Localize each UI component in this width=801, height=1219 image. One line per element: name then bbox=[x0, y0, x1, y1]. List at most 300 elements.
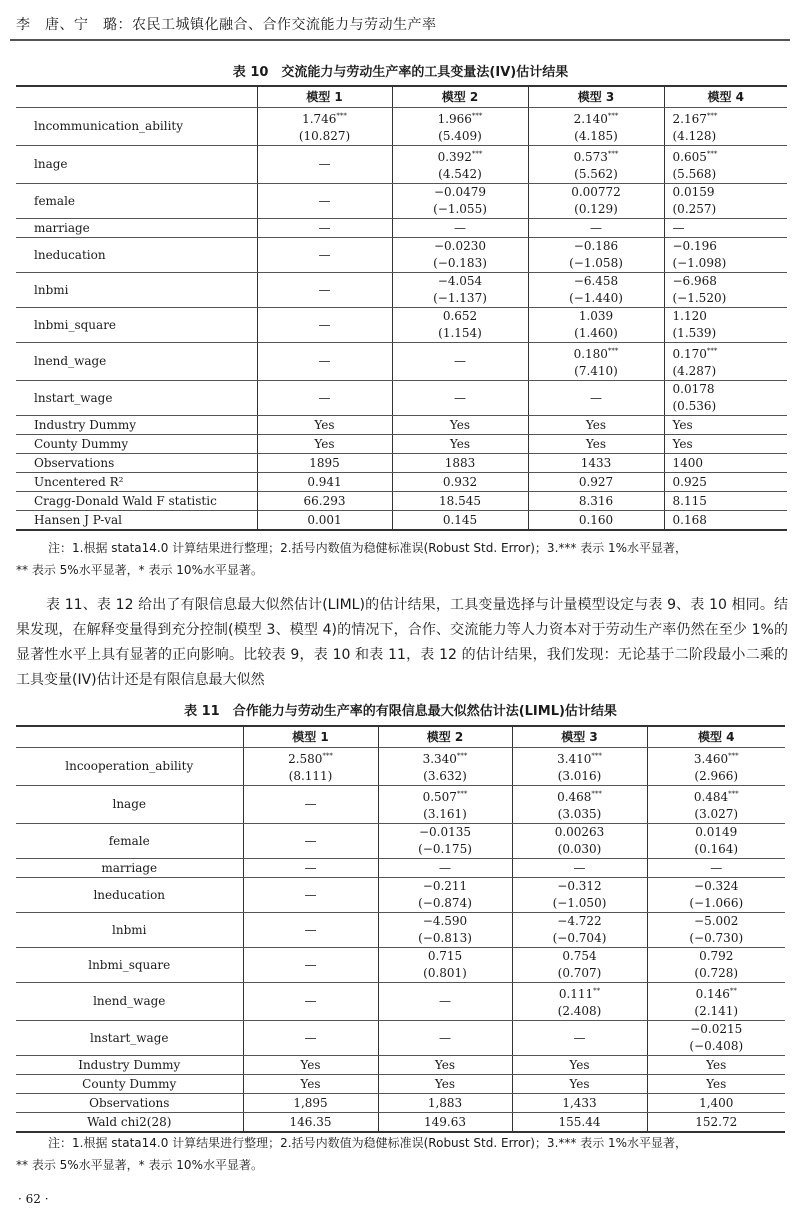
coefficient: 146.35 bbox=[289, 1114, 332, 1129]
row-label: Hansen J P-val bbox=[16, 511, 257, 531]
cell-model-1 bbox=[257, 416, 392, 435]
cell-model-4 bbox=[664, 308, 787, 343]
cell-model-2 bbox=[378, 983, 512, 1021]
t-statistic: (−0.183) bbox=[433, 256, 487, 270]
coefficient: 149.63 bbox=[424, 1114, 466, 1129]
t-statistic: (5.409) bbox=[438, 129, 482, 143]
cell-model-3 bbox=[512, 913, 647, 948]
coefficient: — bbox=[318, 282, 331, 297]
cell-model-1 bbox=[243, 748, 378, 786]
row-label: lnend_wage bbox=[16, 983, 243, 1021]
coefficient: −4.590 bbox=[422, 914, 468, 928]
coefficient: — bbox=[573, 1030, 586, 1045]
cell-model-2 bbox=[392, 273, 528, 308]
row-label: marriage bbox=[16, 859, 243, 878]
header-model-2: 模型 2 bbox=[392, 86, 528, 108]
table-row bbox=[16, 859, 785, 878]
cell-model-2 bbox=[378, 1021, 512, 1056]
cell-model-1 bbox=[243, 1113, 378, 1133]
t-statistic: (3.035) bbox=[557, 807, 602, 821]
cell-model-2 bbox=[378, 786, 512, 824]
coefficient: 0.146** bbox=[695, 987, 737, 1001]
row-label: lnbmi bbox=[16, 273, 257, 308]
t-statistic: (3.632) bbox=[423, 769, 467, 783]
table-row bbox=[16, 435, 787, 454]
cell-model-3 bbox=[528, 146, 664, 184]
table11-header-row bbox=[16, 726, 785, 748]
table-row bbox=[16, 1113, 785, 1133]
significance-stars: *** bbox=[607, 347, 619, 355]
row-label: lnage bbox=[16, 786, 243, 824]
coefficient: 3.460*** bbox=[693, 752, 739, 766]
cell-model-3 bbox=[528, 308, 664, 343]
cell-model-1 bbox=[257, 238, 392, 273]
coefficient: Yes bbox=[300, 1057, 321, 1072]
t-statistic: (−1.520) bbox=[672, 291, 727, 305]
row-label: lnend_wage bbox=[16, 343, 257, 381]
significance-stars: *** bbox=[456, 752, 468, 760]
header-model-3: 模型 3 bbox=[512, 726, 647, 748]
cell-model-3 bbox=[528, 219, 664, 238]
significance-stars: *** bbox=[607, 150, 619, 158]
t-statistic: (−1.098) bbox=[672, 256, 727, 270]
header-rule bbox=[10, 39, 790, 41]
t-statistic: (7.410) bbox=[574, 364, 618, 378]
header-model-3: 模型 3 bbox=[528, 86, 664, 108]
coefficient: −0.211 bbox=[422, 879, 468, 893]
significance-stars: ** bbox=[593, 987, 601, 995]
table10 bbox=[16, 85, 787, 531]
row-label: lneducation bbox=[16, 238, 257, 273]
header-model-4: 模型 4 bbox=[647, 726, 785, 748]
coefficient: — bbox=[318, 390, 331, 405]
table-row bbox=[16, 238, 787, 273]
coefficient: 8.316 bbox=[578, 493, 614, 508]
coefficient: Yes bbox=[314, 436, 335, 451]
cell-model-2 bbox=[392, 473, 528, 492]
coefficient: 3.410*** bbox=[557, 752, 602, 766]
coefficient: −6.968 bbox=[672, 274, 717, 288]
cell-model-2 bbox=[378, 878, 512, 913]
significance-stars: *** bbox=[471, 112, 483, 120]
table11-caption: 表 11 合作能力与劳动生产率的有限信息最大似然估计法(LIML)估计结果 bbox=[184, 704, 617, 719]
row-label: lnbmi bbox=[16, 913, 243, 948]
coefficient: 152.72 bbox=[695, 1114, 738, 1129]
coefficient: — bbox=[304, 957, 317, 972]
cell-model-3 bbox=[528, 435, 664, 454]
coefficient: — bbox=[304, 922, 317, 937]
coefficient: 1895 bbox=[309, 455, 340, 470]
cell-model-4 bbox=[664, 511, 787, 531]
coefficient: 0.160 bbox=[578, 512, 614, 527]
header-model-1: 模型 1 bbox=[243, 726, 378, 748]
cell-model-3 bbox=[512, 748, 647, 786]
coefficient: 1433 bbox=[580, 455, 612, 470]
table11 bbox=[16, 725, 785, 1133]
cell-model-4 bbox=[647, 1075, 785, 1094]
header-model-2: 模型 2 bbox=[378, 726, 512, 748]
coefficient: 3.340*** bbox=[422, 752, 468, 766]
cell-model-3 bbox=[528, 238, 664, 273]
coefficient: — bbox=[318, 220, 331, 235]
coefficient: −4.054 bbox=[437, 274, 483, 288]
cell-model-2 bbox=[392, 381, 528, 416]
coefficient: 0.507*** bbox=[422, 790, 468, 804]
row-label: lnstart_wage bbox=[16, 381, 257, 416]
coefficient: 0.168 bbox=[672, 512, 707, 527]
cell-model-3 bbox=[512, 878, 647, 913]
row-label: female bbox=[16, 184, 257, 219]
cell-model-4 bbox=[647, 824, 785, 859]
coefficient: 0.00263 bbox=[554, 825, 605, 839]
t-statistic: (1.539) bbox=[672, 326, 717, 340]
coefficient: 0.792 bbox=[699, 949, 734, 963]
cell-model-2 bbox=[392, 511, 528, 531]
coefficient: 0.468*** bbox=[557, 790, 602, 804]
row-label: lnbmi_square bbox=[16, 948, 243, 983]
cell-model-3 bbox=[512, 859, 647, 878]
table-row bbox=[16, 824, 785, 859]
significance-stars: *** bbox=[336, 112, 347, 120]
coefficient: −0.0215 bbox=[690, 1022, 743, 1036]
cell-model-1 bbox=[257, 381, 392, 416]
cell-model-3 bbox=[528, 381, 664, 416]
t-statistic: (0.707) bbox=[557, 966, 602, 980]
cell-model-1 bbox=[257, 473, 392, 492]
cell-model-1 bbox=[243, 913, 378, 948]
coefficient: — bbox=[318, 157, 331, 171]
table-row bbox=[16, 492, 787, 511]
coefficient: — bbox=[318, 193, 331, 208]
cell-model-4 bbox=[647, 748, 785, 786]
coefficient: — bbox=[439, 1030, 451, 1045]
coefficient: 2.167*** bbox=[672, 112, 718, 126]
significance-stars: ** bbox=[729, 987, 737, 995]
cell-model-3 bbox=[528, 492, 664, 511]
row-label: lncooperation_ability bbox=[16, 748, 243, 786]
t-statistic: (2.966) bbox=[694, 769, 739, 783]
row-label: lnage bbox=[16, 146, 257, 184]
coefficient: 0.0149 bbox=[695, 825, 738, 839]
row-label: Observations bbox=[16, 454, 257, 473]
coefficient: — bbox=[304, 860, 317, 875]
cell-model-3 bbox=[512, 1094, 647, 1113]
coefficient: 1883 bbox=[444, 455, 476, 470]
cell-model-1 bbox=[257, 108, 392, 146]
coefficient: Yes bbox=[672, 436, 693, 451]
t-statistic: (−0.175) bbox=[418, 842, 472, 856]
table-row bbox=[16, 1056, 785, 1075]
cell-model-2 bbox=[392, 238, 528, 273]
cell-model-1 bbox=[243, 1075, 378, 1094]
t-statistic: (−0.730) bbox=[689, 931, 744, 945]
coefficient: Yes bbox=[300, 1076, 321, 1091]
t-statistic: (4.128) bbox=[672, 129, 717, 143]
cell-model-2 bbox=[378, 1094, 512, 1113]
cell-model-3 bbox=[512, 983, 647, 1021]
cell-model-1 bbox=[257, 343, 392, 381]
coefficient: — bbox=[454, 390, 466, 405]
coefficient: — bbox=[439, 994, 451, 1008]
page-number: · 62 · bbox=[18, 1192, 49, 1206]
t-statistic: (−0.874) bbox=[418, 896, 472, 910]
coefficient: — bbox=[672, 220, 685, 235]
cell-model-2 bbox=[378, 824, 512, 859]
cell-model-1 bbox=[243, 859, 378, 878]
cell-model-3 bbox=[528, 108, 664, 146]
coefficient: — bbox=[710, 860, 723, 875]
t-statistic: (4.542) bbox=[438, 167, 482, 181]
cell-model-4 bbox=[647, 948, 785, 983]
coefficient: 1.966*** bbox=[437, 112, 483, 126]
table-row bbox=[16, 381, 787, 416]
coefficient: 2.140*** bbox=[573, 112, 619, 126]
coefficient: 0.932 bbox=[442, 474, 478, 489]
row-label: Industry Dummy bbox=[16, 416, 257, 435]
cell-model-1 bbox=[243, 1021, 378, 1056]
t-statistic: (0.801) bbox=[423, 966, 467, 980]
cell-model-4 bbox=[647, 983, 785, 1021]
header-blank bbox=[16, 86, 257, 108]
cell-model-2 bbox=[392, 146, 528, 184]
cell-model-4 bbox=[647, 1021, 785, 1056]
cell-model-2 bbox=[392, 454, 528, 473]
coefficient: 1,895 bbox=[293, 1095, 328, 1110]
cell-model-1 bbox=[243, 1094, 378, 1113]
cell-model-2 bbox=[392, 343, 528, 381]
cell-model-4 bbox=[647, 1094, 785, 1113]
cell-model-4 bbox=[664, 473, 787, 492]
significance-stars: *** bbox=[706, 347, 718, 355]
t-statistic: (−1.055) bbox=[433, 202, 487, 216]
cell-model-3 bbox=[512, 786, 647, 824]
coefficient: — bbox=[454, 354, 466, 368]
t-statistic: (−1.058) bbox=[569, 256, 623, 270]
cell-model-4 bbox=[664, 343, 787, 381]
table-row bbox=[16, 273, 787, 308]
coefficient: Yes bbox=[706, 1057, 727, 1072]
cell-model-4 bbox=[664, 492, 787, 511]
cell-model-3 bbox=[528, 343, 664, 381]
coefficient: — bbox=[304, 1030, 317, 1045]
t-statistic: (−0.408) bbox=[689, 1039, 744, 1053]
body-paragraph: 表 11、表 12 给出了有限信息最大似然估计(LIML)的估计结果，工具变量选择与计量模型设定与表 9、表 10 相同。结果发现，在解释变量得到充分控制(模型 3、模型 4)的情况下，合作、交流能力等人力资本对于劳动生产率仍然在至少 1%的显著性水平上具有显著的正向影响。比较表 9，表 10 和表 11，表 12 的估计结果，我们发现：无论基于二阶段最小二乘的工具变量(IV)估计还是有限信息最大似然 bbox=[16, 597, 788, 688]
significance-stars: *** bbox=[456, 790, 468, 798]
table-row bbox=[16, 108, 787, 146]
significance-stars: *** bbox=[706, 150, 718, 158]
coefficient: 1.746*** bbox=[302, 112, 347, 126]
coefficient: — bbox=[573, 860, 586, 875]
coefficient: Yes bbox=[314, 417, 335, 432]
cell-model-1 bbox=[257, 146, 392, 184]
coefficient: −4.722 bbox=[557, 914, 602, 928]
coefficient: 1.120 bbox=[672, 309, 707, 323]
cell-model-3 bbox=[512, 1021, 647, 1056]
cell-model-2 bbox=[392, 492, 528, 511]
coefficient: 0.754 bbox=[562, 949, 597, 963]
coefficient: 0.111** bbox=[558, 987, 601, 1001]
table11-note bbox=[16, 1132, 786, 1176]
coefficient: 0.00772 bbox=[571, 185, 621, 199]
significance-stars: *** bbox=[706, 112, 718, 120]
coefficient: 0.001 bbox=[307, 512, 342, 527]
coefficient: −0.196 bbox=[672, 239, 717, 253]
t-statistic: (−1.440) bbox=[569, 291, 623, 305]
cell-model-3 bbox=[528, 473, 664, 492]
coefficient: 18.545 bbox=[439, 493, 481, 508]
header-model-4: 模型 4 bbox=[664, 86, 787, 108]
cell-model-3 bbox=[512, 1113, 647, 1133]
coefficient: Yes bbox=[449, 417, 471, 432]
cell-model-2 bbox=[392, 416, 528, 435]
coefficient: — bbox=[318, 317, 331, 332]
row-label: County Dummy bbox=[16, 1075, 243, 1094]
coefficient: 0.927 bbox=[578, 474, 614, 489]
coefficient: — bbox=[318, 354, 331, 368]
cell-model-1 bbox=[257, 511, 392, 531]
t-statistic: (2.141) bbox=[694, 1004, 739, 1018]
coefficient: — bbox=[439, 860, 451, 875]
cell-model-1 bbox=[243, 878, 378, 913]
cell-model-1 bbox=[243, 786, 378, 824]
t-statistic: (−1.066) bbox=[689, 896, 744, 910]
coefficient: Yes bbox=[706, 1076, 727, 1091]
cell-model-4 bbox=[664, 108, 787, 146]
cell-model-4 bbox=[664, 273, 787, 308]
coefficient: 0.573*** bbox=[573, 150, 619, 164]
significance-stars: *** bbox=[728, 752, 739, 760]
table-row bbox=[16, 983, 785, 1021]
coefficient: 1.039 bbox=[578, 309, 614, 323]
significance-stars: *** bbox=[607, 112, 619, 120]
significance-stars: *** bbox=[728, 790, 739, 798]
cell-model-1 bbox=[243, 983, 378, 1021]
table-row bbox=[16, 416, 787, 435]
coefficient: 1400 bbox=[672, 455, 704, 470]
row-label: Wald chi2(28) bbox=[16, 1113, 243, 1133]
row-label: lncommunication_ability bbox=[16, 108, 257, 146]
table-row bbox=[16, 913, 785, 948]
cell-model-2 bbox=[378, 859, 512, 878]
row-label: Cragg-Donald Wald F statistic bbox=[16, 492, 257, 511]
cell-model-2 bbox=[378, 1075, 512, 1094]
coefficient: — bbox=[304, 887, 317, 902]
t-statistic: (1.154) bbox=[438, 326, 482, 340]
header-model-1: 模型 1 bbox=[257, 86, 392, 108]
t-statistic: (3.016) bbox=[557, 769, 602, 783]
t-statistic: (8.111) bbox=[288, 769, 333, 783]
cell-model-4 bbox=[647, 878, 785, 913]
cell-model-1 bbox=[257, 454, 392, 473]
coefficient: 155.44 bbox=[558, 1114, 601, 1129]
row-label: lnstart_wage bbox=[16, 1021, 243, 1056]
row-label: female bbox=[16, 824, 243, 859]
table10-header-row bbox=[16, 86, 787, 108]
coefficient: 0.145 bbox=[442, 512, 478, 527]
coefficient: — bbox=[318, 247, 331, 262]
coefficient: 0.605*** bbox=[672, 150, 718, 164]
cell-model-4 bbox=[647, 1113, 785, 1133]
table-row bbox=[16, 454, 787, 473]
table-row bbox=[16, 343, 787, 381]
t-statistic: (−1.050) bbox=[552, 896, 607, 910]
coefficient: 1,433 bbox=[562, 1095, 597, 1110]
t-statistic: (3.161) bbox=[423, 807, 467, 821]
cell-model-4 bbox=[664, 435, 787, 454]
cell-model-2 bbox=[392, 435, 528, 454]
cell-model-2 bbox=[378, 913, 512, 948]
t-statistic: (−0.704) bbox=[552, 931, 607, 945]
table-row bbox=[16, 1021, 785, 1056]
significance-stars: *** bbox=[322, 752, 333, 760]
coefficient: Yes bbox=[569, 1057, 590, 1072]
cell-model-3 bbox=[512, 1056, 647, 1075]
coefficient: Yes bbox=[585, 417, 607, 432]
t-statistic: (−1.137) bbox=[433, 291, 487, 305]
t-statistic: (4.185) bbox=[574, 129, 618, 143]
cell-model-4 bbox=[664, 219, 787, 238]
coefficient: −6.458 bbox=[573, 274, 619, 288]
t-statistic: (3.027) bbox=[694, 807, 739, 821]
table10-caption: 表 10 交流能力与劳动生产率的工具变量法(IV)估计结果 bbox=[232, 65, 569, 80]
cell-model-4 bbox=[664, 454, 787, 473]
table-row bbox=[16, 146, 787, 184]
table-row bbox=[16, 1094, 785, 1113]
row-label: Uncentered R² bbox=[16, 473, 257, 492]
cell-model-4 bbox=[664, 416, 787, 435]
cell-model-4 bbox=[647, 786, 785, 824]
coefficient: Yes bbox=[585, 436, 607, 451]
cell-model-2 bbox=[392, 108, 528, 146]
row-label: Observations bbox=[16, 1094, 243, 1113]
table-row bbox=[16, 473, 787, 492]
table11-note-line2: ** 表示 5%水平显著，* 表示 10%水平显著。 bbox=[16, 1158, 263, 1172]
coefficient: 0.941 bbox=[307, 474, 342, 489]
cell-model-3 bbox=[528, 511, 664, 531]
coefficient: 0.925 bbox=[672, 474, 707, 489]
t-statistic: (5.562) bbox=[574, 167, 618, 181]
coefficient: 8.115 bbox=[672, 493, 707, 508]
table-row bbox=[16, 748, 785, 786]
table-row bbox=[16, 219, 787, 238]
coefficient: 0.484*** bbox=[693, 790, 739, 804]
significance-stars: *** bbox=[591, 790, 602, 798]
cell-model-3 bbox=[512, 948, 647, 983]
t-statistic: (5.568) bbox=[672, 167, 717, 181]
cell-model-1 bbox=[257, 308, 392, 343]
t-statistic: (0.129) bbox=[574, 202, 618, 216]
coefficient: −0.0230 bbox=[433, 239, 487, 253]
cell-model-2 bbox=[378, 1113, 512, 1133]
cell-model-3 bbox=[512, 1075, 647, 1094]
row-label: County Dummy bbox=[16, 435, 257, 454]
t-statistic: (1.460) bbox=[574, 326, 618, 340]
table-row bbox=[16, 1075, 785, 1094]
coefficient: 0.180*** bbox=[573, 347, 619, 361]
coefficient: — bbox=[304, 833, 317, 848]
cell-model-3 bbox=[512, 824, 647, 859]
t-statistic: (10.827) bbox=[298, 129, 351, 143]
cell-model-1 bbox=[243, 1056, 378, 1075]
coefficient: Yes bbox=[434, 1076, 456, 1091]
cell-model-4 bbox=[664, 381, 787, 416]
coefficient: 0.0178 bbox=[672, 382, 715, 396]
t-statistic: (4.287) bbox=[672, 364, 717, 378]
cell-model-1 bbox=[257, 184, 392, 219]
row-label: Industry Dummy bbox=[16, 1056, 243, 1075]
t-statistic: (0.536) bbox=[672, 399, 717, 413]
coefficient: 0.715 bbox=[427, 949, 463, 963]
